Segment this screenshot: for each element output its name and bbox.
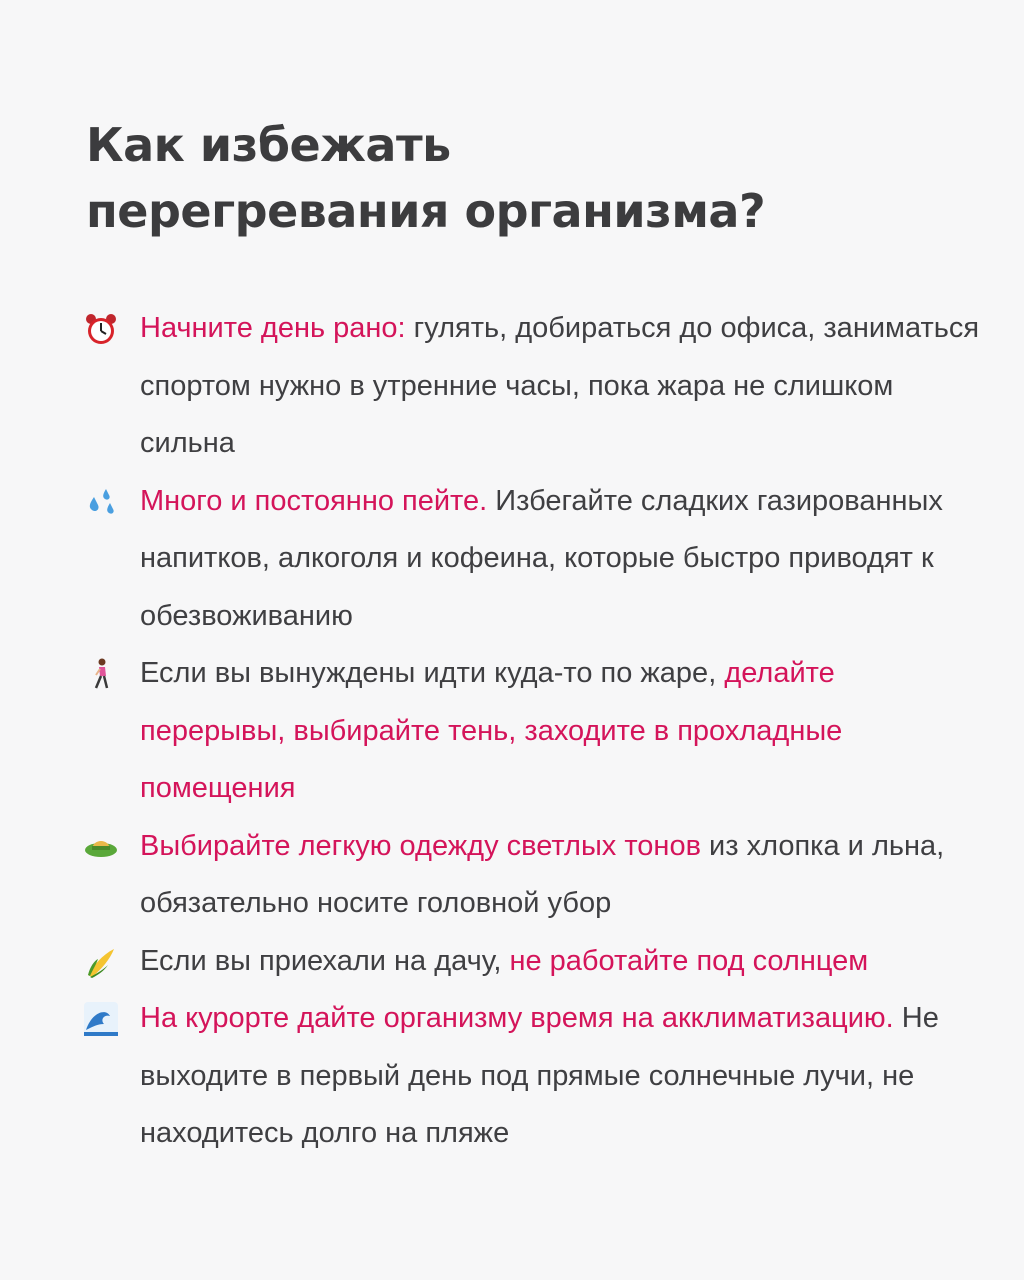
title-line-1: Как избежать — [86, 118, 451, 172]
tip-text: из хлопка и льна, обязательно носите головной убор — [140, 829, 945, 919]
tip-item-light-clothes — [0, 818, 980, 933]
tips-list — [0, 300, 1024, 1163]
tip-text-highlight: На курорте дайте организму время на акклиматизацию. — [140, 1002, 894, 1034]
tip-item-early-start — [0, 300, 980, 473]
tip-text: Если вы вынуждены идти куда-то по жаре, — [140, 657, 725, 689]
alarm-clock-icon — [84, 312, 118, 346]
tip-text: Если вы приехали на дачу, — [140, 944, 510, 977]
water-drops-icon — [84, 485, 118, 519]
sun-hat-icon — [84, 830, 118, 864]
tip-item-take-breaks — [0, 645, 980, 818]
title-line-2: перегревания организма? — [86, 184, 766, 238]
tip-text: Избегайте сладких газированных напитков, алкоголя и кофеина, которые быстро приводят к обезвоживанию — [140, 484, 943, 632]
page-title — [86, 112, 966, 244]
tip-item-drink-water — [0, 473, 980, 646]
tip-item-dacha — [0, 933, 980, 991]
tip-text-highlight: Много и постоянно пейте. — [140, 484, 488, 517]
wave-icon — [84, 1002, 118, 1036]
tip-text-highlight: делайте перерывы, выбирайте тень, заходите в прохладные помещения — [140, 657, 843, 804]
corn-icon — [84, 945, 118, 979]
tip-item-resort — [0, 990, 980, 1163]
tip-text-highlight: не работайте под солнцем — [509, 944, 869, 977]
tip-text-highlight: Выбирайте легкую одежду светлых тонов — [140, 829, 701, 862]
walking-woman-icon — [84, 657, 118, 691]
tip-text: гулять, добираться до офиса, заниматься спортом нужно в утренние часы, пока жара не слишком сильна — [140, 312, 980, 459]
tip-text: Не выходите в первый день под прямые солнечные лучи, не находитесь долго на пляже — [140, 1002, 939, 1149]
tip-text-highlight: Начните день рано: — [140, 312, 406, 344]
